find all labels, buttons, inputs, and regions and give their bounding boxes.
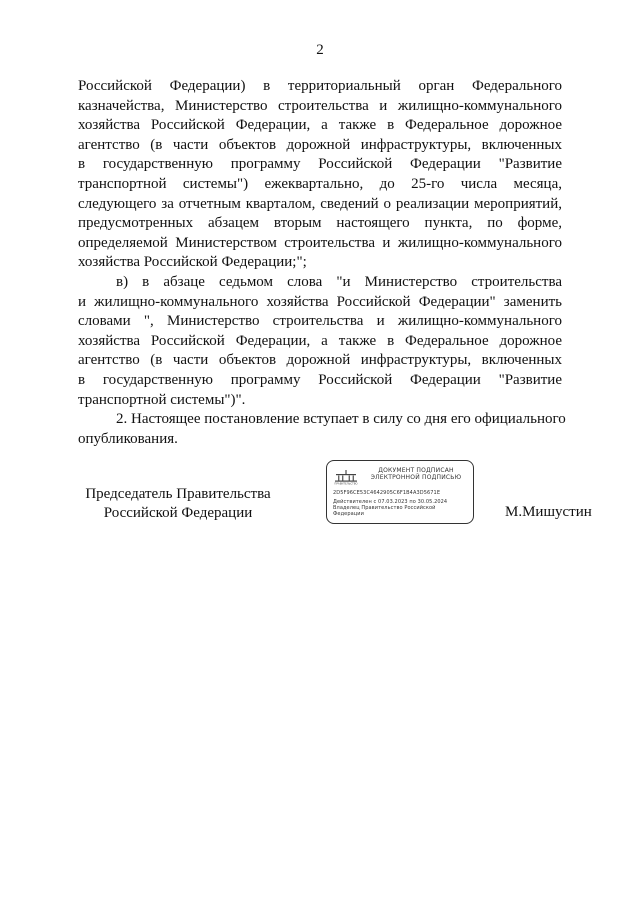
paragraph-line: транспортной системы") ежеквартально, до 25-го числа месяца,	[78, 175, 562, 192]
stamp-header	[363, 467, 469, 481]
page-number: 2	[316, 42, 324, 58]
paragraph-line: опубликования.	[78, 430, 178, 447]
paragraph-line: 2. Настоящее постановление вступает в силу со дня его официального	[116, 411, 566, 428]
emblem-caption: ПРАВИТЕЛЬСТВО	[334, 482, 358, 485]
paragraph-line: агентство (в части объектов дорожной инфраструктуры, включенных	[78, 136, 562, 153]
paragraph-line: предусмотренных абзацем вторым настоящего пункта, по форме,	[78, 215, 562, 232]
stamp-owner: Федерации	[333, 511, 364, 517]
signer-name: М.Мишустин	[505, 504, 592, 520]
paragraph-line: в государственную программу Российской Федерации "Развитие	[78, 156, 562, 173]
paragraph-line: транспортной системы")".	[78, 391, 246, 408]
signer-title	[78, 485, 278, 523]
paragraph-line: агентство (в части объектов дорожной инфраструктуры, включенных	[78, 352, 562, 369]
paragraph-line: определяемой Министерством строительства и жилищно-коммунального	[78, 234, 562, 251]
stamp-certificate: 2D5F96CE53C4642905C6F1B4A3D5671E	[333, 490, 441, 496]
paragraph-line: следующего за отчетным кварталом, сведений о реализации мероприятий,	[78, 195, 562, 212]
signer-title-line: Российской Федерации	[103, 505, 253, 521]
stamp-validity: Действителен с 07.03.2023 по 30.05.2024	[333, 499, 448, 505]
stamp-header-line: ДОКУМЕНТ ПОДПИСАН	[378, 467, 454, 474]
government-building-icon	[333, 467, 359, 485]
paragraph-line: в государственную программу Российской Федерации "Развитие	[78, 371, 562, 388]
electronic-signature-stamp	[326, 460, 474, 524]
stamp-owner: Владелец Правительство Российской	[333, 505, 436, 511]
paragraph-line: хозяйства Российской Федерации, а также в Федеральное дорожное	[78, 332, 562, 349]
body-text	[78, 77, 566, 449]
paragraph-line: хозяйства Российской Федерации;";	[78, 254, 307, 271]
signer-title-line: Председатель Правительства	[85, 486, 271, 502]
paragraph-line: словами ", Министерство строительства и жилищно-коммунального	[78, 313, 562, 330]
stamp-header-line: ЭЛЕКТРОННОЙ ПОДПИСЬЮ	[370, 474, 462, 481]
paragraph-line: Российской Федерации) в территориальный орган Федерального	[78, 78, 562, 94]
paragraph-line: хозяйства Российской Федерации, а также в Федеральное дорожное	[78, 117, 562, 134]
paragraph-line: казначейства, Министерство строительства и жилищно-коммунального	[78, 97, 562, 114]
paragraph-line: и жилищно-коммунального хозяйства Российской Федерации" заменить	[78, 293, 562, 310]
paragraph-line: в) в абзаце седьмом слова "и Министерство строительства	[116, 273, 562, 290]
